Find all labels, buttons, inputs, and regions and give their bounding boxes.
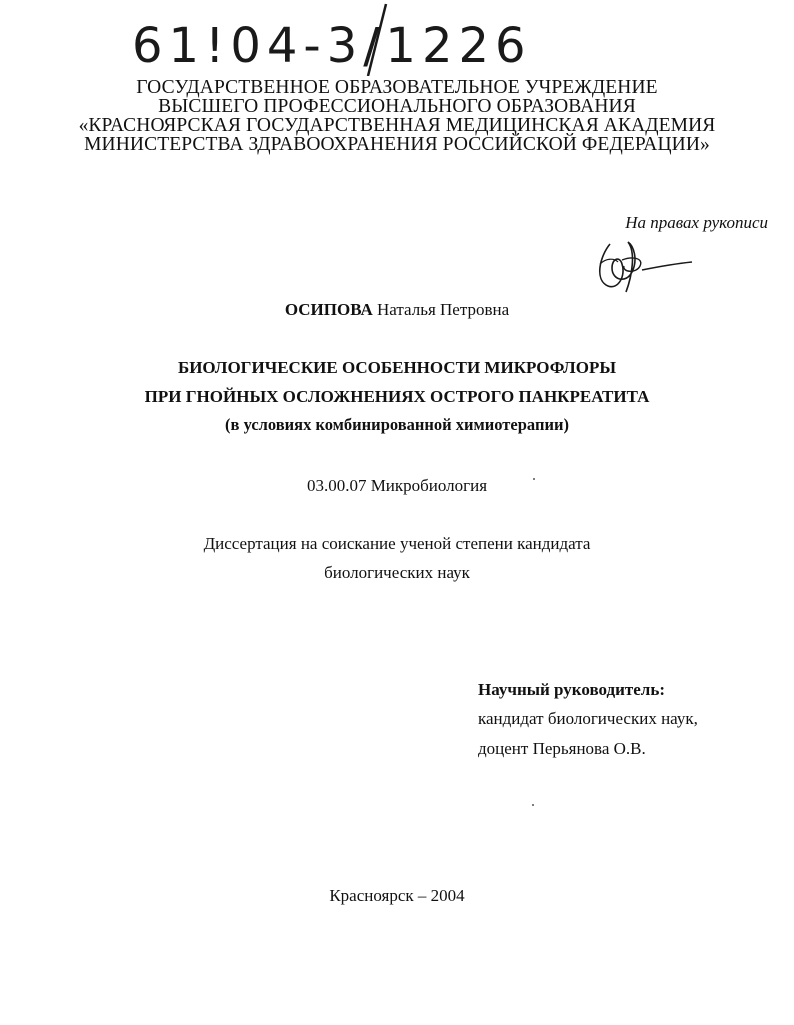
institution-line-4: МИНИСТЕРСТВА ЗДРАВООХРАНЕНИЯ РОССИЙСКОЙ ФЕДЕРАЦИИ»: [84, 134, 710, 155]
signature-icon: [592, 236, 697, 298]
author-given-names: Наталья Петровна: [377, 300, 510, 319]
city-year: Красноярск – 2004: [329, 886, 465, 905]
author-line: [0, 300, 794, 320]
handwritten-code-text: 61!04-3/1226: [132, 18, 532, 74]
advisor-name: доцент Перьянова О.В.: [478, 739, 646, 758]
institution-line-2: ВЫСШЕГО ПРОФЕССИОНАЛЬНОГО ОБРАЗОВАНИЯ: [158, 96, 636, 117]
specialty-code: 03.00.07 Микробиология: [306, 476, 488, 495]
title-line-2: ПРИ ГНОЙНЫХ ОСЛОЖНЕНИЯХ ОСТРОГО ПАНКРЕАТИТА: [144, 387, 650, 406]
title-line-1: БИОЛОГИЧЕСКИЕ ОСОБЕННОСТИ МИКРОФЛОРЫ: [177, 358, 617, 377]
manuscript-rights-note: На правах рукописи: [625, 213, 768, 232]
degree-line-1: Диссертация на соискание ученой степени кандидата: [203, 534, 591, 553]
institution-line-3: «КРАСНОЯРСКАЯ ГОСУДАРСТВЕННАЯ МЕДИЦИНСКАЯ АКАДЕМИЯ: [78, 115, 716, 136]
advisor-degree: кандидат биологических наук,: [478, 709, 698, 728]
scan-speck: [532, 804, 534, 806]
signature: [592, 236, 697, 298]
institution-line-1: ГОСУДАРСТВЕННОЕ ОБРАЗОВАТЕЛЬНОЕ УЧРЕЖДЕНИЕ: [136, 77, 658, 98]
scan-speck: [533, 478, 535, 480]
author-surname: ОСИПОВА: [284, 300, 373, 319]
degree-line-2: биологических наук: [324, 563, 470, 582]
advisor-heading: Научный руководитель:: [478, 680, 665, 699]
handwritten-archive-code: [118, 0, 598, 76]
handwritten-code-svg: [118, 0, 598, 76]
title-subtitle: (в условиях комбинированной химиотерапии): [225, 415, 569, 434]
